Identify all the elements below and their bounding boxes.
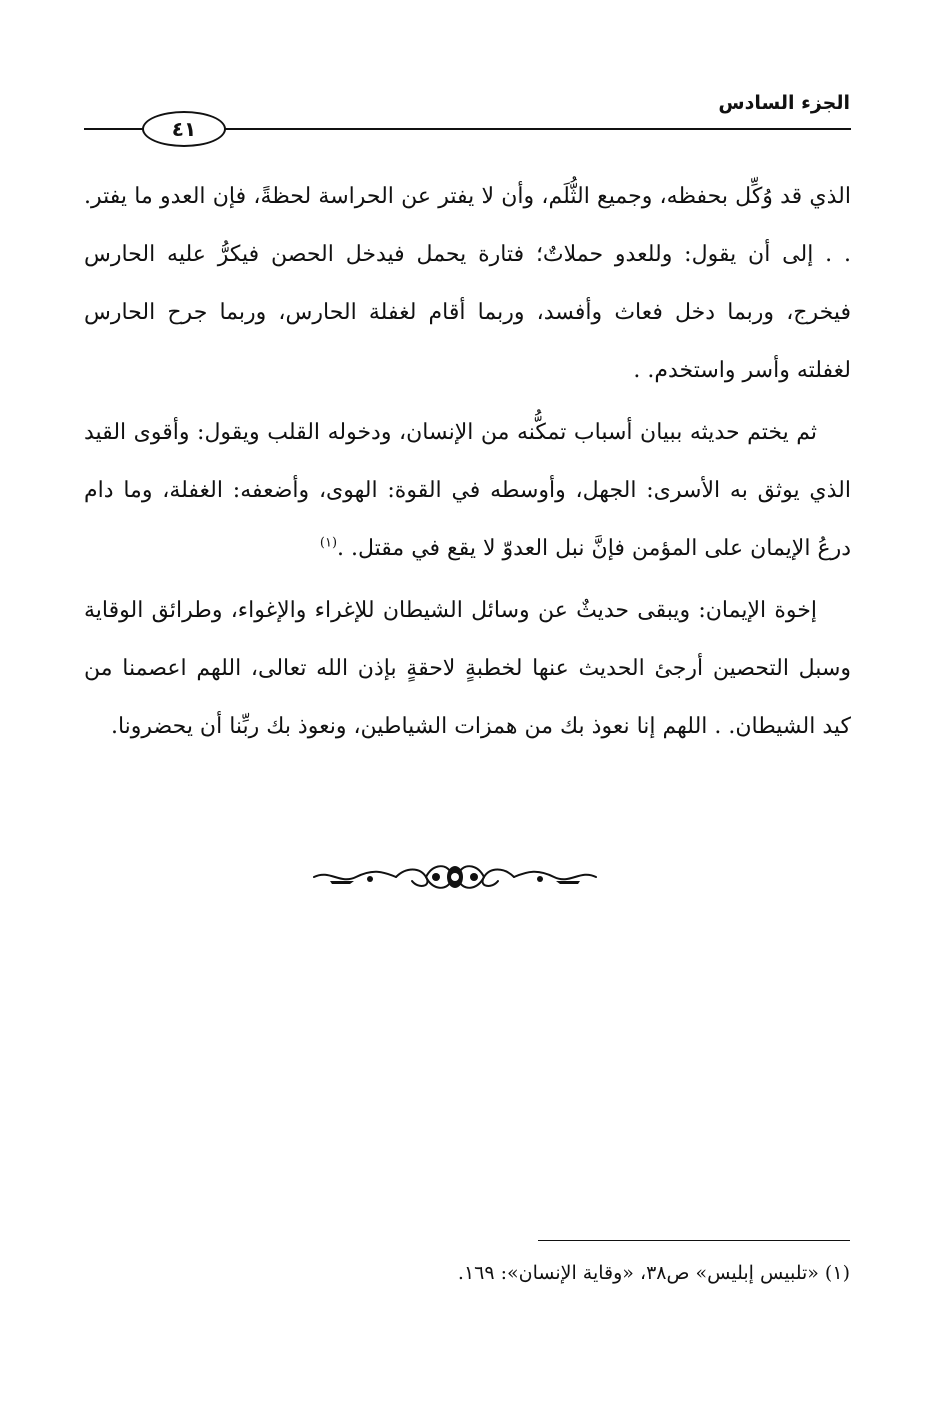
paragraph-2-text: ثم يختم حديثه ببيان أسباب تمكُّنه من الإنسان، ودخوله القلب ويقول: وأقوى القيد الذي يوثق به الأسرى: الجهل، وأوسطه في القوة: الهوى، وأضعفه: الغفلة، وما دام درعُ الإيمان على المؤمن فإنَّ نبل العدوّ لا يقع في مقتل. . bbox=[84, 420, 851, 561]
body-text bbox=[84, 168, 851, 756]
page-number bbox=[142, 111, 226, 147]
running-header: الجزء السادس bbox=[718, 92, 850, 114]
footnote-separator bbox=[538, 1240, 850, 1241]
decorative-divider-icon bbox=[310, 857, 600, 897]
paragraph-3: إخوة الإيمان: ويبقى حديثٌ عن وسائل الشيطان للإغراء والإغواء، وطرائق الوقاية وسبل التحصين أرجئ الحديث عنها لخطبةٍ لاحقةٍ بإذن الله تعالى، اللهم اعصمنا من كيد الشيطان. . اللهم إنا نعوذ بك من همزات الشياطين، ونعوذ بك ربِّنا أن يحضرونا. bbox=[84, 598, 851, 739]
page-number-label: ٤١ bbox=[171, 117, 197, 141]
paragraph-1: الذي قد وُكِّل بحفظه، وجميع الثُّلَم، وأن لا يفتر عن الحراسة لحظةً، فإن العدو ما يفتر. . . إلى أن يقول: وللعدو حملاتٌ؛ فتارة يحمل فيدخل الحصن فيكرُّ عليه الحارس فيخرج، وربما دخل فعاث وأفسد، وربما أقام لغفلة الحارس، وربما جرح الحارس لغفلته وأسر واستخدم. . bbox=[84, 184, 851, 383]
footnote: (١) «تلبيس إبليس» ص٣٨، «وقاية الإنسان»: ١٦٩. bbox=[457, 1262, 850, 1284]
paragraph-2 bbox=[84, 404, 851, 578]
footnote-reference[interactable]: (١) bbox=[319, 535, 338, 551]
